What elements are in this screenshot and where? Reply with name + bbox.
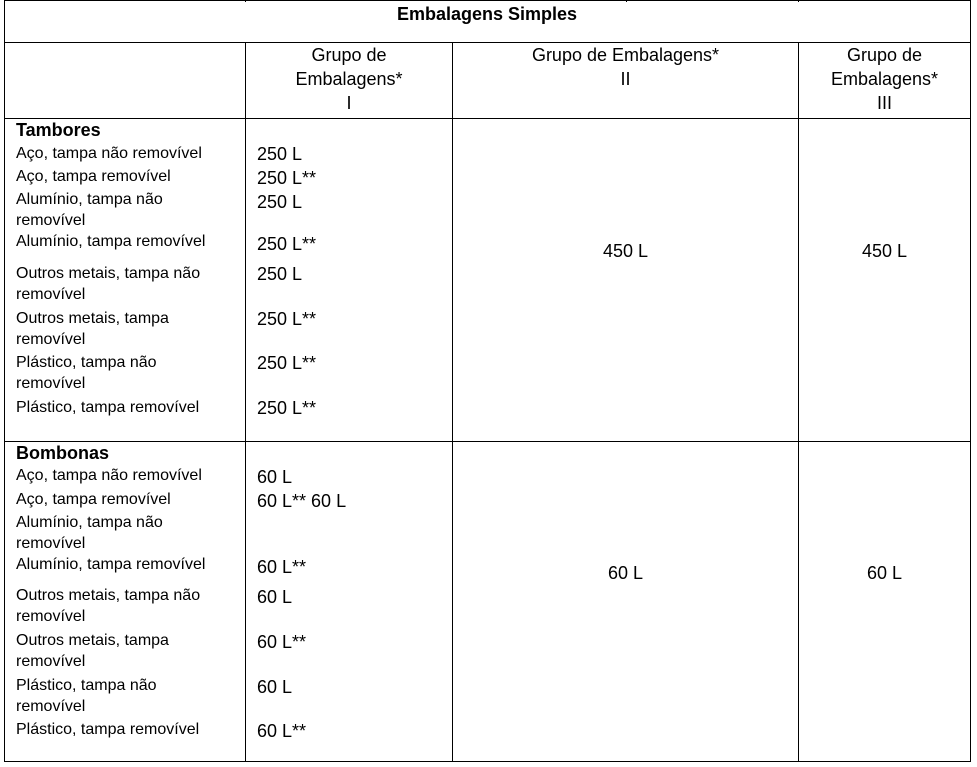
group-iii-value: 60 L [866,563,903,583]
value-cell: 60 L [257,677,293,697]
value-cell: 250 L** [257,234,317,254]
group-ii-value: 450 L [602,241,649,261]
table-title: Embalagens Simples [396,4,578,24]
list-item: Plástico, tampa removível [16,399,200,416]
list-item: Plástico, tampa não removível [16,354,157,392]
header-group-iii [799,43,970,115]
section-title-bombonas: Bombonas [16,443,110,463]
header-line: I [346,93,352,113]
header-line: Grupo de [846,45,923,65]
top-stub [626,0,627,2]
col-divider-1 [245,42,246,762]
header-line: Grupo de [311,45,387,65]
value-cell: 250 L** [257,168,317,188]
value-cell: 250 L [257,192,303,212]
table-border-top [4,0,971,1]
header-line: Grupo de Embalagens* [531,45,720,65]
table-rule-header [4,118,971,119]
value-cell: 250 L** [257,309,317,329]
list-item: Alumínio, tampa não removível [16,514,163,552]
header-line: Embalagens* [830,69,939,89]
list-item: Outros metais, tampa não removível [16,265,201,303]
list-item: Plástico, tampa não removível [16,677,157,715]
list-item: Plástico, tampa removível [16,721,200,738]
table-border-bottom [4,761,971,762]
top-stub [798,0,799,2]
list-item: Aço, tampa removível [16,491,171,508]
section-title-tambores: Tambores [16,120,101,140]
list-item: Alumínio, tampa removível [16,233,206,250]
header-group-ii [453,43,798,91]
table-border-left [4,0,5,762]
list-item: Outros metais, tampa removível [16,632,169,670]
value-cell: 60 L** 60 L [257,491,347,511]
group-iii-value: 450 L [861,241,908,261]
value-cell: 250 L** [257,353,317,373]
value-cell: 250 L [257,264,303,284]
value-cell: 250 L** [257,398,317,418]
group-ii-value: 60 L [607,563,644,583]
list-item: Alumínio, tampa não removível [16,191,163,229]
list-item: Aço, tampa não removível [16,467,202,484]
value-cell: 60 L [257,467,293,487]
col-divider-2 [452,42,453,762]
value-cell: 60 L** [257,632,307,652]
list-item: Alumínio, tampa removível [16,556,206,573]
list-item: Outros metais, tampa não removível [16,587,201,625]
top-stub [245,0,246,2]
header-group-i [246,43,452,115]
col-divider-3 [798,42,799,762]
list-item: Outros metais, tampa removível [16,310,169,348]
value-cell: 250 L [257,144,303,164]
list-item: Aço, tampa removível [16,168,171,185]
header-line: III [876,93,892,113]
header-line: II [620,69,631,89]
value-cell: 60 L** [257,557,307,577]
value-cell: 60 L [257,587,293,607]
header-line: Embalagens* [295,69,403,89]
table-border-right [970,0,971,762]
list-item: Aço, tampa não removível [16,145,202,162]
value-cell: 60 L** [257,721,307,741]
table-rule-section [4,441,971,442]
